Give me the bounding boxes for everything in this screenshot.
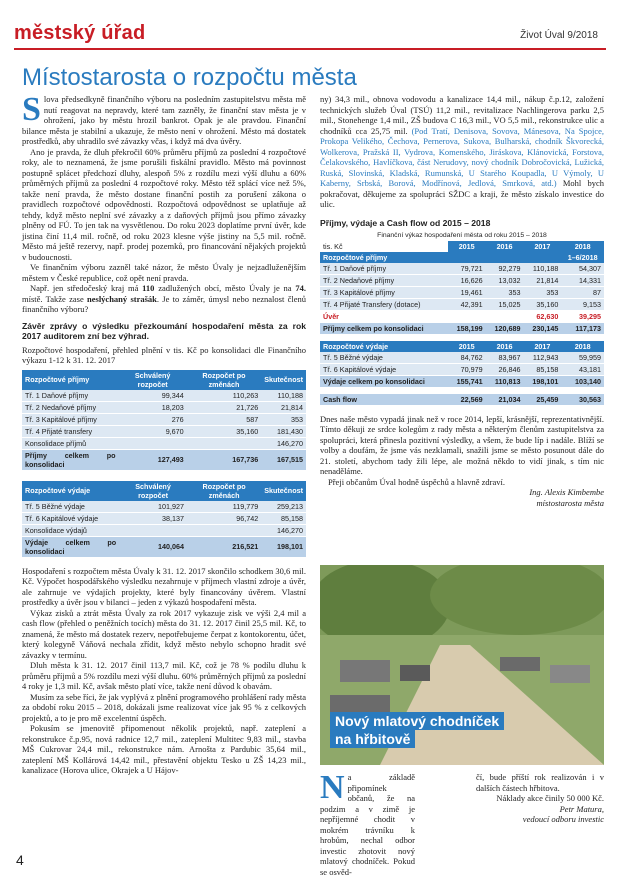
table-row: Tř. 6 Kapitálové výdaje 70,979 26,846 85,158 43,181 (320, 363, 604, 375)
section-header: Rozpočtové příjmy (320, 252, 561, 263)
table-row: Tř. 1 Daňové příjmy 79,721 92,279 110,188 54,307 (320, 263, 604, 275)
header-rule (14, 48, 606, 50)
table-row: Tř. 5 Běžné výdaje 101,927 119,779 259,213 (22, 501, 306, 513)
section-title: městský úřad (14, 22, 146, 44)
table-row: Tř. 1 Daňové příjmy 99,344 110,263 110,188 (22, 390, 306, 402)
period-label: 1–6/2018 (561, 252, 604, 263)
signature-name: Ing. Alexis Kimbembe (529, 487, 604, 497)
table-row: Konsolidace výdajů 146,270 (22, 524, 306, 536)
paragraph: Náklady akce činily 50 000 Kč. (496, 793, 604, 803)
issue-label: Život Úval 9/2018 (520, 30, 598, 41)
paragraph: ny) 34,3 mil., obnova vodovodu a kanalizace 14,4 mil., nákup č.p.12, založení technických služeb Úval (TSÚ) 11,2 mil., revitalizace Nachlingerova parku 2,5 mil., Stonehenge 1,4 mil., ZŠ budova C 16,3 mil., VO 5,5 mil., rekonstrukce ulic a chodníků cca 25,75 mil. (Pod Tratí, Denisova, Sovova, Mánesova, Na Spojce, Prokopa Velikého, Čechova, Pernerova, Sukova, Bulharská, chodník Škvorecká, Wolkerova, Pražská II, Vydrova, Komenského, Jiráskova, Klánovická, Forstova, Čelakovského, Havlíčkova, část Nerudovy, nový chodník Dobročovická, Lužická, Ruská, Slovinská, Kladská, Rumunská, U Starého Koupadla, U Výmoly, U Kaberny, Srbská, Borová, Modřínová, Jedlová, Smrková, atd.) Mohl bych pokračovat, děkujeme za spolupráci SŽDC a kraji, že město získalo investice do ulic. (320, 94, 604, 209)
table-total-row: Výdaje celkem po konsolidaci 155,741 110,813 198,101 103,140 (320, 375, 604, 387)
page-number: 4 (16, 852, 24, 868)
table-caption: Finanční výkaz hospodaření města od roku 2015 – 2018 (377, 231, 547, 239)
paragraph: Hospodaření s rozpočtem města Úvaly k 31. 12. 2017 skončilo schodkem 30,6 mil. Kč. Výpočet hospodářského výsledku nezahrnuje v příjmech vlastní zdroje a úvěr, ale zahrnuje ve výdajích projekty, které byly financovány úvěrem. Vlastní prostředky a úvěr jsou v bilanci – jeden z výkazů hospodaření města. (22, 565, 306, 607)
income-table (22, 370, 306, 471)
table-total-row: Příjmy celkem po konsolidaci 127,493 167,736 167,515 (22, 449, 306, 470)
table-row: Tř. 3 Kapitálové příjmy 276 587 353 (22, 413, 306, 425)
paragraph: Ano je pravda, že dluh překročil 60% průměru příjmů za poslední 4 rozpočtové roky, ale to neznamená, že jsme porušili fiskální pravidlo. Město má povinnost postupně splácet předchozí dluhy, alespoň 5% z rozdílu mezi výší dluhu a 60% průměrných příjmů za poslední 4 rozpočtové roky. Město též splácí více než 5%, takže není pravda, že město dostane finanční postih za porušení zákona o pravidlech rozpočtové odpovědnosti. Rozpočtová odpovědnost se uplatňuje až tehdy, když město neplní své závazky a z daňových příjmů jsou přímo závazky plněny od FÚ. To jen tak na vysvětlenou. Do roku 2023 doplatíme první úvěr, kde jistina činí 11,4 mil. ročně, od roku 2023 klesne výše jistiny na 5,5 mil. ročně. Město má ještě rezervy, např. prodej pozemků, pro financování nějakých projektů v budoucnosti. (22, 146, 306, 262)
table-total-row: Výdaje celkem po konsolidaci 140,064 216,521 198,101 (22, 536, 306, 557)
photo-caption: na hřbitově (330, 730, 415, 748)
paragraph: a základě připomínek občanů, že na podzim a v zimě je nepříjemné chodit v mokrém trávníku k hrobům, nechal odbor investic zhotovit nový mlatový chodníček. Pokud se osvěd- (320, 772, 415, 877)
year-header: 2017 (524, 340, 562, 352)
article-title: Místostarosta o rozpočtu města (22, 64, 357, 91)
signature-role: vedoucí odboru investic (522, 814, 604, 824)
expense-table (22, 481, 306, 558)
section-header: Rozpočtové výdaje (320, 340, 448, 352)
table-header: Rozpočet po změnách (187, 370, 262, 390)
cash-flow-row: Cash flow 22,569 21,034 25,459 30,563 (320, 393, 604, 405)
paragraph: Pokusím se jmenovitě připomenout několik projektů, např. zateplení a rekonstrukce č.p.95, nová radnice 12,7 mil., zateplení Multitec 9,83 mil., stavba MŠ Cukrovar 24,4 mil., rekonstrukce nám. Arnošta z Pardubic 35,64 mil., zateplení MŠ Kollárová 14,42 mil., přestavění objektu Tesko u ZŠ 14,23 mil., kanalizace (Horova ulice, Okrajek a U Hájov- (22, 723, 306, 775)
table-header: Schválený rozpočet (119, 370, 187, 390)
drop-cap: S (22, 91, 41, 128)
paragraph: Dluh města k 31. 12. 2017 činil 113,7 mil. Kč, což je 78 % podílu dluhu k průměru příjmů a 5% rozdílu mezi výší dluhu. 60% průměrných příjmů za poslední 4 roky je 1,3 mil. Kč, avšak město platí více, takže není důvod k obavám. (22, 660, 306, 691)
table-header: Rozpočtové výdaje (22, 481, 119, 501)
table-total-row: Příjmy celkem po konsolidaci 158,199 120,689 230,145 117,173 (320, 322, 604, 334)
table-row: Tř. 5 Běžné výdaje 84,762 83,967 112,943 59,959 (320, 352, 604, 364)
paragraph: Ve finančním výboru zazněl také názor, že město Úvaly je nejzadluženějším městem v České republice, což opět není pravda. (22, 262, 306, 283)
year-header: 2016 (486, 340, 524, 352)
subheading: Závěr zprávy o výsledku přezkoumání hospodaření města za rok 2017 auditorem zní bez výhrad. (22, 320, 306, 341)
year-header: 2018 (561, 340, 604, 352)
table-row: Tř. 4 Přijaté Transfery (dotace) 42,391 15,025 35,160 9,153 (320, 298, 604, 310)
signature-name: Petr Matura, (559, 803, 604, 814)
table-header: Schválený rozpočet (119, 481, 187, 501)
left-column (22, 91, 307, 776)
table-row: Tř. 6 Kapitálové výdaje 38,137 96,742 85,158 (22, 512, 306, 524)
paragraph: Dnes naše město vypadá jinak než v roce 2014, lepší, krásnější, reprezentativnější. Tímto děkuji ze srdce kolegům z rady města a některým členům zastupitelstva za spolupráci, která přinesla pozitivní výsledky, a všem, že bude líp i nadále. Blíží se volby a doufám, že jsme vás nezklamali, snažili jsme se město posunout dále do 21. století, abychom tady žili lépe, ale možná někdo to vidí jinak, s tím nic nenaděláme. (320, 413, 604, 476)
table-header: Skutečnost (261, 481, 306, 501)
multiyear-table (320, 241, 604, 406)
year-header: 2017 (524, 241, 562, 252)
paragraph: Např. jen středočeský kraj má 110 zadlužených obcí, město Úvaly je na 74. místě. Takže zase neslýchaný strašák. Je to záměr, úmysl nebo neznalost členů finančního výboru? (22, 283, 307, 314)
year-header: 2015 (448, 340, 486, 352)
year-header: 2015 (448, 241, 486, 252)
year-header: 2018 (561, 241, 604, 252)
table-row: Konsolidace příjmů 146,270 (22, 437, 306, 449)
subheading: Příjmy, výdaje a Cash flow od 2015 – 2018 (320, 217, 491, 228)
paragraph: lova předsedkyně finančního výboru na posledním zastupitelstvu města mě nutí reagovat na nepravdy, které tam zazněly, že finanční stav města je v ohrožení, jako by městu hrozil bankrot. Opak je ale pravdou. Finanční bilance města je stabilní a ukazuje, že město není v ohrožení. Město má dostatek prostředků, aby uhradilo své závazky včas, i když má dva úvěry. (22, 94, 306, 146)
table-header: Rozpočet po změnách (187, 481, 261, 501)
photo-caption: Nový mlatový chodníček (330, 712, 504, 730)
unit-label: tis. Kč (320, 241, 448, 252)
paragraph: čí, bude příští rok realizován i v dalších částech hřbitova. (476, 772, 604, 793)
table-row: Tř. 2 Nedaňové příjmy 18,203 21,726 21,814 (22, 401, 306, 413)
street-list: (Pod Tratí, Denisova, Sovova, Mánesova, Na Spojce, Prokopa Velikého, Čechova, Pernerova, Sukova, Bulharská, chodník Škvorecká, Wolkerova, Pražská II, Vydrova, Komenského, Jiráskova, Klánovická, Forstova, Čelakovského, Havlíčkova, část Nerudovy, nový chodník Dobročovická, Lužická, Ruská, Slovinská, Kladská, Rumunská, U Starého Koupadla, U Výmoly, U Kaberny, Srbská, Borová, Modřínová, Jedlová, Smrková, atd.) (320, 125, 604, 188)
table-row: Tř. 2 Nedaňové příjmy 16,626 13,032 21,814 14,331 (320, 274, 604, 286)
drop-cap: N (320, 769, 345, 806)
table-row: Tř. 4 Přijaté transfery 9,670 35,160 181,430 (22, 425, 306, 437)
table-intro: Rozpočtové hospodaření, přehled plnění v tis. Kč po konsolidaci dle Finančního výkazu 1-12 k 31. 12. 2017 (22, 344, 306, 365)
paragraph: Výkaz zisků a ztrát města Úvaly za rok 2017 vykazuje zisk ve výši 2,4 mil a cash flow (přehled o peněžních tocích) města do 31. 12. 2017 činil 25,5 mil. Kč, to znamená, že město má dostatek rezerv, nepotřebujeme čerpat z kontokorentu, účet, který kolegyně Váňová nechala zřídit, když město nebylo schopno hradit své závazky v termínu. (22, 607, 306, 660)
paragraph: Musím za sebe říci, že jak vyplývá z plnění programového prohlášení rady města za období roku 2015 – 2018, dokázali jsme realizovat více jak 95 % z celkových projektů, a to je pro mě excelentní úspěch. (22, 691, 306, 723)
table-header: Rozpočtové příjmy (22, 370, 119, 390)
table-header: Skutečnost (261, 370, 306, 390)
path-article-end (476, 772, 604, 825)
year-header: 2016 (486, 241, 524, 252)
paragraph: Přeji občanům Úval hodně úspěchů a hlavně zdraví. (328, 476, 506, 487)
signature-role: místostarosta města (536, 497, 604, 508)
right-column (320, 94, 604, 508)
loan-row: Úvěr 62,630 39,295 (320, 310, 604, 322)
path-article (320, 769, 415, 877)
table-row: Tř. 3 Kapitálové příjmy 19,461 353 353 87 (320, 286, 604, 298)
